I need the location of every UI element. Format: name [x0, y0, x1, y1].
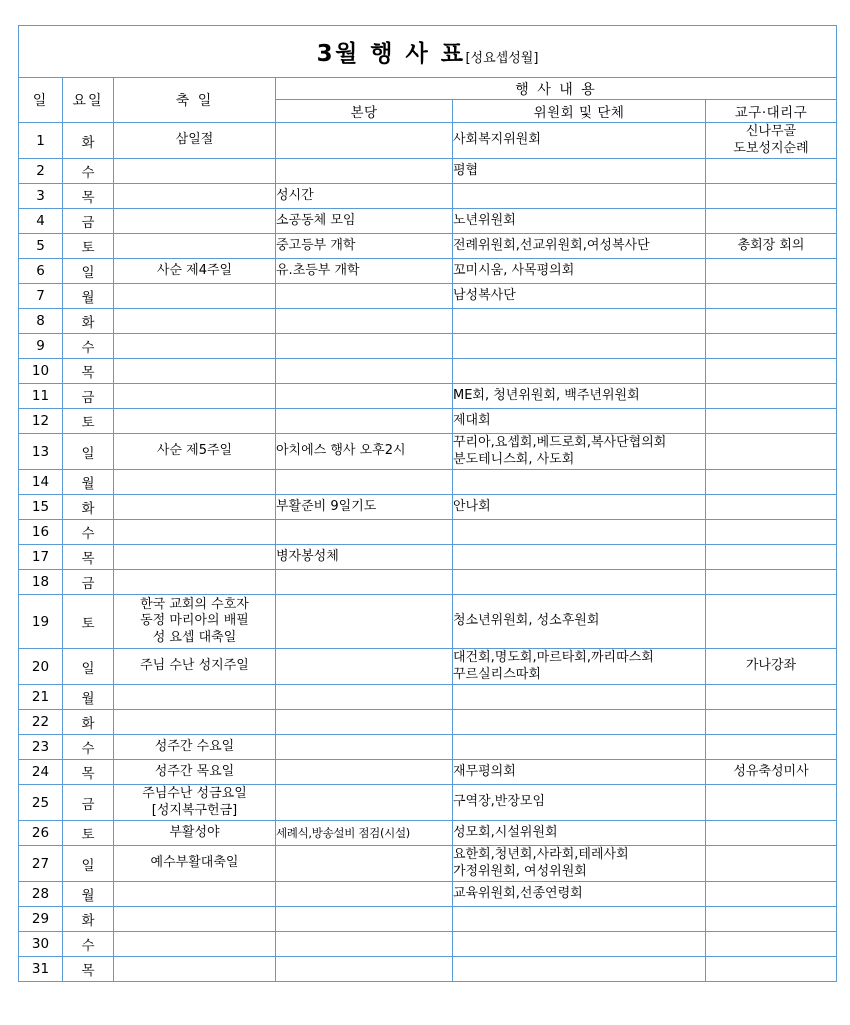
cell-district-event [706, 520, 837, 545]
cell-weekday: 목 [63, 545, 114, 570]
cell-parish-event [276, 570, 453, 595]
cell-parish-event [276, 932, 453, 957]
cell-feast: 사순 제5주일 [114, 434, 276, 470]
cell-committee-event: 교육위원회,선종연령회 [453, 882, 706, 907]
cell-committee-event: 노년위원회 [453, 209, 706, 234]
cell-day: 26 [19, 821, 63, 846]
cell-weekday: 월 [63, 882, 114, 907]
table-row [19, 957, 837, 982]
cell-committee-event: 대건회,명도회,마르타회,까리따스회 꾸르실리스따회 [453, 649, 706, 685]
cell-parish-event [276, 520, 453, 545]
cell-day: 5 [19, 234, 63, 259]
cell-parish-event [276, 957, 453, 982]
cell-weekday: 금 [63, 570, 114, 595]
cell-committee-event: 청소년위원회, 성소후원회 [453, 595, 706, 649]
cell-committee-event: 전례위원회,선교위원회,여성복사단 [453, 234, 706, 259]
cell-feast: 성주간 목요일 [114, 760, 276, 785]
cell-weekday: 일 [63, 846, 114, 882]
cell-weekday: 토 [63, 409, 114, 434]
cell-feast: 삼일절 [114, 123, 276, 159]
cell-day: 24 [19, 760, 63, 785]
cell-parish-event [276, 760, 453, 785]
cell-day: 29 [19, 907, 63, 932]
cell-weekday: 목 [63, 184, 114, 209]
cell-feast [114, 520, 276, 545]
cell-district-event [706, 470, 837, 495]
monthly-event-table [18, 25, 837, 982]
cell-parish-event: 병자봉성체 [276, 545, 453, 570]
cell-feast [114, 334, 276, 359]
cell-parish-event: 아치에스 행사 오후2시 [276, 434, 453, 470]
cell-parish-event [276, 159, 453, 184]
table-row [19, 649, 837, 685]
cell-committee-event [453, 710, 706, 735]
cell-feast [114, 384, 276, 409]
cell-committee-event [453, 545, 706, 570]
cell-committee-event: 꼬미시움, 사목평의회 [453, 259, 706, 284]
cell-parish-event: 중고등부 개학 [276, 234, 453, 259]
cell-parish-event [276, 409, 453, 434]
cell-committee-event [453, 184, 706, 209]
table-row [19, 123, 837, 159]
table-row [19, 495, 837, 520]
cell-feast [114, 907, 276, 932]
cell-committee-event [453, 570, 706, 595]
cell-district-event [706, 209, 837, 234]
cell-day: 31 [19, 957, 63, 982]
cell-weekday: 화 [63, 710, 114, 735]
cell-feast: 한국 교회의 수호자 동정 마리아의 배필 성 요셉 대축일 [114, 595, 276, 649]
table-row [19, 209, 837, 234]
cell-feast [114, 685, 276, 710]
cell-district-event [706, 907, 837, 932]
cell-district-event: 총회장 회의 [706, 234, 837, 259]
cell-weekday: 월 [63, 470, 114, 495]
cell-day: 3 [19, 184, 63, 209]
cell-committee-event [453, 334, 706, 359]
cell-committee-event [453, 907, 706, 932]
cell-district-event [706, 882, 837, 907]
cell-district-event [706, 359, 837, 384]
cell-feast [114, 234, 276, 259]
cell-day: 2 [19, 159, 63, 184]
cell-committee-event [453, 309, 706, 334]
cell-district-event [706, 434, 837, 470]
cell-weekday: 일 [63, 649, 114, 685]
cell-feast [114, 184, 276, 209]
header-weekday: 요일 [63, 78, 114, 123]
cell-district-event [706, 334, 837, 359]
cell-district-event [706, 409, 837, 434]
header-committee: 위원회 및 단체 [453, 100, 706, 123]
table-row [19, 359, 837, 384]
cell-committee-event: 성모회,시설위원회 [453, 821, 706, 846]
cell-feast [114, 570, 276, 595]
title-main-text: 3월 행 사 표 [316, 41, 466, 67]
cell-day: 4 [19, 209, 63, 234]
cell-feast [114, 359, 276, 384]
header-events-group: 행 사 내 용 [276, 78, 837, 100]
table-row [19, 309, 837, 334]
cell-weekday: 수 [63, 932, 114, 957]
cell-parish-event [276, 785, 453, 821]
cell-day: 11 [19, 384, 63, 409]
table-row [19, 384, 837, 409]
table-row [19, 545, 837, 570]
cell-district-event [706, 932, 837, 957]
cell-weekday: 목 [63, 957, 114, 982]
cell-committee-event: ME회, 청년위원회, 백주년위원회 [453, 384, 706, 409]
calendar-container [18, 25, 836, 982]
title-sub-text: [성요셉성월] [465, 51, 539, 66]
cell-parish-event [276, 470, 453, 495]
cell-day: 1 [19, 123, 63, 159]
cell-day: 9 [19, 334, 63, 359]
cell-district-event: 가나강좌 [706, 649, 837, 685]
cell-committee-event: 요한회,청년회,사라회,테레사회 가정위원회, 여성위원회 [453, 846, 706, 882]
cell-district-event [706, 957, 837, 982]
cell-weekday: 토 [63, 595, 114, 649]
cell-weekday: 수 [63, 159, 114, 184]
cell-feast: 성주간 수요일 [114, 735, 276, 760]
cell-day: 28 [19, 882, 63, 907]
cell-weekday: 금 [63, 785, 114, 821]
cell-day: 21 [19, 685, 63, 710]
table-row [19, 595, 837, 649]
cell-district-event [706, 159, 837, 184]
cell-weekday: 화 [63, 495, 114, 520]
cell-day: 20 [19, 649, 63, 685]
cell-district-event [706, 595, 837, 649]
cell-parish-event [276, 334, 453, 359]
cell-day: 16 [19, 520, 63, 545]
cell-parish-event [276, 685, 453, 710]
cell-day: 25 [19, 785, 63, 821]
cell-parish-event [276, 595, 453, 649]
cell-district-event [706, 846, 837, 882]
cell-committee-event: 평협 [453, 159, 706, 184]
cell-feast: 부활성야 [114, 821, 276, 846]
cell-district-event [706, 685, 837, 710]
cell-feast [114, 309, 276, 334]
cell-district-event [706, 259, 837, 284]
cell-parish-event: 세례식,방송설비 점검(시설) [276, 821, 453, 846]
cell-feast [114, 545, 276, 570]
cell-feast [114, 932, 276, 957]
cell-weekday: 수 [63, 334, 114, 359]
cell-day: 15 [19, 495, 63, 520]
table-row [19, 409, 837, 434]
cell-weekday: 화 [63, 309, 114, 334]
cell-committee-event: 꾸리아,요셉회,베드로회,복사단협의회 분도테니스회, 사도회 [453, 434, 706, 470]
cell-parish-event [276, 649, 453, 685]
table-row [19, 685, 837, 710]
cell-district-event [706, 495, 837, 520]
cell-committee-event: 남성복사단 [453, 284, 706, 309]
cell-weekday: 월 [63, 685, 114, 710]
cell-parish-event: 소공동체 모임 [276, 209, 453, 234]
cell-day: 14 [19, 470, 63, 495]
cell-committee-event [453, 735, 706, 760]
cell-feast: 주님수난 성금요일 [성지복구헌금] [114, 785, 276, 821]
cell-district-event: 신나무골 도보성지순례 [706, 123, 837, 159]
cell-committee-event [453, 470, 706, 495]
cell-parish-event [276, 846, 453, 882]
cell-committee-event [453, 685, 706, 710]
cell-committee-event: 안나회 [453, 495, 706, 520]
cell-feast: 사순 제4주일 [114, 259, 276, 284]
cell-district-event [706, 284, 837, 309]
cell-district-event: 성유축성미사 [706, 760, 837, 785]
cell-day: 27 [19, 846, 63, 882]
cell-committee-event: 재무평의회 [453, 760, 706, 785]
table-row [19, 284, 837, 309]
title-row [19, 26, 837, 78]
cell-parish-event: 성시간 [276, 184, 453, 209]
cell-parish-event [276, 882, 453, 907]
cell-district-event [706, 309, 837, 334]
cell-day: 8 [19, 309, 63, 334]
cell-day: 19 [19, 595, 63, 649]
cell-district-event [706, 545, 837, 570]
cell-feast: 주님 수난 성지주일 [114, 649, 276, 685]
cell-weekday: 목 [63, 359, 114, 384]
cell-parish-event [276, 123, 453, 159]
cell-parish-event: 부활준비 9일기도 [276, 495, 453, 520]
cell-feast [114, 957, 276, 982]
cell-day: 7 [19, 284, 63, 309]
cell-feast [114, 710, 276, 735]
cell-district-event [706, 570, 837, 595]
cell-weekday: 화 [63, 907, 114, 932]
cell-parish-event [276, 735, 453, 760]
cell-district-event [706, 710, 837, 735]
cell-committee-event: 사회복지위원회 [453, 123, 706, 159]
cell-committee-event [453, 359, 706, 384]
table-row [19, 846, 837, 882]
cell-weekday: 수 [63, 520, 114, 545]
table-row [19, 470, 837, 495]
cell-feast [114, 495, 276, 520]
cell-parish-event: 유.초등부 개학 [276, 259, 453, 284]
cell-day: 13 [19, 434, 63, 470]
table-row [19, 907, 837, 932]
cell-day: 6 [19, 259, 63, 284]
cell-feast [114, 409, 276, 434]
table-row [19, 735, 837, 760]
cell-weekday: 금 [63, 384, 114, 409]
cell-weekday: 토 [63, 821, 114, 846]
cell-day: 18 [19, 570, 63, 595]
cell-district-event [706, 735, 837, 760]
table-row [19, 821, 837, 846]
cell-committee-event [453, 520, 706, 545]
table-row [19, 760, 837, 785]
cell-day: 10 [19, 359, 63, 384]
header-parish: 본당 [276, 100, 453, 123]
table-row [19, 234, 837, 259]
table-row [19, 932, 837, 957]
cell-feast [114, 159, 276, 184]
cell-feast [114, 470, 276, 495]
cell-committee-event [453, 957, 706, 982]
cell-day: 23 [19, 735, 63, 760]
table-row [19, 334, 837, 359]
cell-weekday: 수 [63, 735, 114, 760]
table-row [19, 520, 837, 545]
cell-weekday: 토 [63, 234, 114, 259]
cell-day: 17 [19, 545, 63, 570]
table-row [19, 570, 837, 595]
header-feast: 축 일 [114, 78, 276, 123]
cell-day: 22 [19, 710, 63, 735]
cell-district-event [706, 785, 837, 821]
page-title [19, 26, 837, 78]
cell-parish-event [276, 359, 453, 384]
cell-feast [114, 209, 276, 234]
cell-parish-event [276, 907, 453, 932]
cell-feast [114, 882, 276, 907]
table-row [19, 159, 837, 184]
header-day: 일 [19, 78, 63, 123]
cell-committee-event [453, 932, 706, 957]
table-row [19, 710, 837, 735]
cell-feast [114, 284, 276, 309]
cell-weekday: 금 [63, 209, 114, 234]
table-row [19, 259, 837, 284]
cell-weekday: 월 [63, 284, 114, 309]
table-row [19, 882, 837, 907]
table-body [19, 26, 837, 982]
table-row [19, 184, 837, 209]
cell-day: 12 [19, 409, 63, 434]
cell-district-event [706, 184, 837, 209]
cell-district-event [706, 384, 837, 409]
cell-day: 30 [19, 932, 63, 957]
cell-committee-event: 제대회 [453, 409, 706, 434]
cell-parish-event [276, 710, 453, 735]
table-row [19, 785, 837, 821]
cell-weekday: 일 [63, 434, 114, 470]
cell-weekday: 화 [63, 123, 114, 159]
header-district: 교구·대리구 [706, 100, 837, 123]
cell-parish-event [276, 384, 453, 409]
cell-parish-event [276, 284, 453, 309]
cell-committee-event: 구역장,반장모임 [453, 785, 706, 821]
cell-parish-event [276, 309, 453, 334]
header-row-top [19, 78, 837, 100]
table-row [19, 434, 837, 470]
cell-feast: 예수부활대축일 [114, 846, 276, 882]
cell-weekday: 목 [63, 760, 114, 785]
cell-district-event [706, 821, 837, 846]
cell-weekday: 일 [63, 259, 114, 284]
